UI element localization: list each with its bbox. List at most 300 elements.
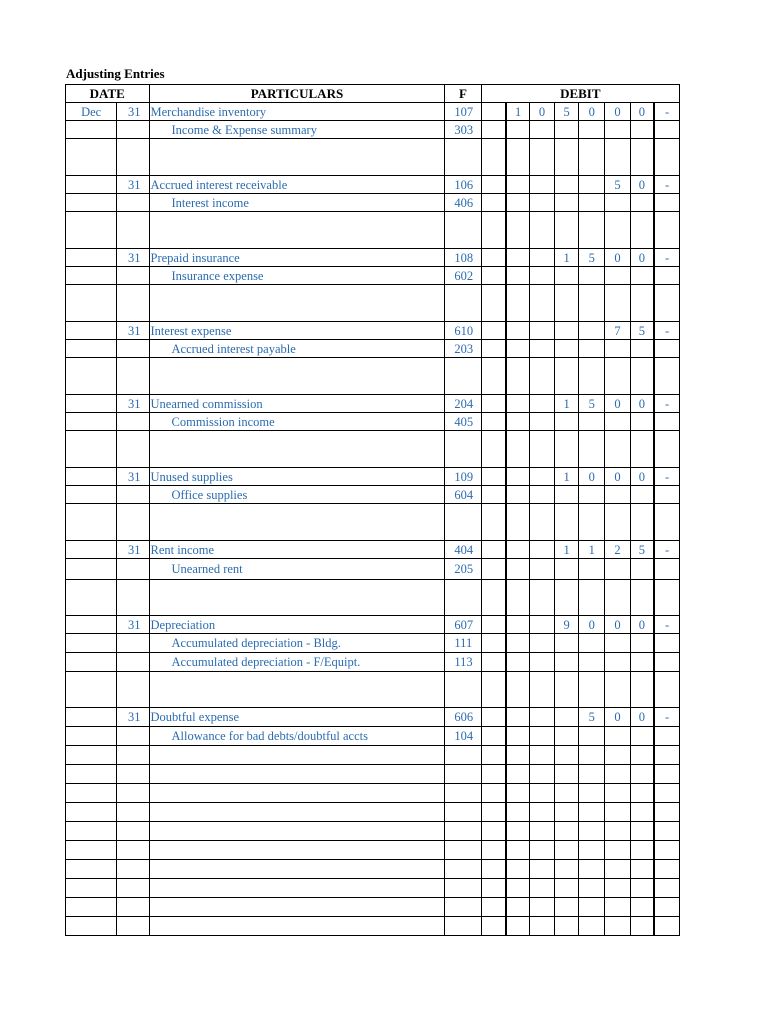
debit-digit-cell — [506, 653, 529, 672]
debit-digit-cell — [529, 395, 554, 413]
date-day-cell — [117, 580, 149, 616]
debit-digit-cell — [506, 616, 529, 634]
blank-cell — [605, 746, 630, 765]
debit-spacer-cell — [481, 504, 506, 541]
debit-header: DEBIT — [481, 85, 679, 103]
debit-digit-cell — [529, 176, 554, 194]
debit-digit-cell — [605, 121, 630, 139]
debit-digit-cell — [654, 504, 679, 541]
header-row — [66, 85, 680, 103]
debit-digit-cell: 0 — [605, 468, 630, 486]
debit-digit-cell — [555, 708, 579, 727]
debit-digit-cell — [654, 285, 679, 322]
debit-digit-cell — [529, 358, 554, 395]
debit-digit-cell — [579, 413, 605, 431]
debit-digit-cell — [654, 212, 679, 249]
debit-digit-cell: 0 — [605, 395, 630, 413]
date-month-cell: Dec — [66, 103, 117, 121]
debit-digit-cell — [605, 727, 630, 746]
blank-row — [66, 879, 680, 898]
debit-digit-cell — [506, 358, 529, 395]
debit-digit-cell: 1 — [555, 468, 579, 486]
debit-digit-cell — [605, 504, 630, 541]
debit-digit-cell: 5 — [579, 395, 605, 413]
debit-digit-cell: - — [654, 176, 679, 194]
debit-digit-cell — [506, 121, 529, 139]
ledger-body — [66, 103, 680, 936]
debit-digit-cell — [630, 285, 654, 322]
debit-digit-cell — [630, 672, 654, 708]
blank-cell — [506, 765, 529, 784]
particulars-cell: Allowance for bad debts/doubtful accts — [149, 727, 445, 746]
date-month-cell — [66, 541, 117, 559]
debit-digit-cell — [506, 285, 529, 322]
date-day-cell — [117, 486, 149, 504]
debit-digit-cell — [630, 358, 654, 395]
date-month-cell — [66, 616, 117, 634]
date-day-cell: 31 — [117, 249, 149, 267]
ledger-row — [66, 212, 680, 249]
ledger-row — [66, 672, 680, 708]
blank-cell — [445, 822, 481, 841]
debit-digit-cell — [555, 504, 579, 541]
debit-spacer-cell — [481, 395, 506, 413]
debit-digit-cell — [529, 139, 554, 176]
debit-digit-cell — [579, 486, 605, 504]
debit-spacer-cell — [481, 580, 506, 616]
blank-cell — [529, 879, 554, 898]
debit-digit-cell: 0 — [579, 103, 605, 121]
blank-cell — [579, 746, 605, 765]
folio-cell: 106 — [445, 176, 481, 194]
blank-row — [66, 803, 680, 822]
particulars-cell: Prepaid insurance — [149, 249, 445, 267]
particulars-cell — [149, 431, 445, 468]
particulars-cell — [149, 285, 445, 322]
blank-cell — [555, 803, 579, 822]
debit-digit-cell — [630, 727, 654, 746]
debit-digit-cell — [630, 559, 654, 580]
debit-digit-cell — [555, 634, 579, 653]
blank-cell — [579, 765, 605, 784]
particulars-cell — [149, 212, 445, 249]
date-day-cell: 31 — [117, 541, 149, 559]
debit-digit-cell — [654, 727, 679, 746]
debit-digit-cell — [529, 194, 554, 212]
debit-digit-cell: - — [654, 249, 679, 267]
blank-cell — [654, 841, 679, 860]
ledger-row — [66, 634, 680, 653]
debit-digit-cell — [506, 634, 529, 653]
debit-digit-cell — [579, 176, 605, 194]
adjusting-entries-table — [65, 84, 680, 936]
particulars-cell: Insurance expense — [149, 267, 445, 285]
ledger-row — [66, 413, 680, 431]
date-day-cell — [117, 413, 149, 431]
debit-digit-cell: 5 — [579, 708, 605, 727]
debit-digit-cell — [579, 322, 605, 340]
blank-cell — [654, 784, 679, 803]
debit-digit-cell — [506, 176, 529, 194]
date-day-cell: 31 — [117, 103, 149, 121]
debit-digit-cell — [579, 431, 605, 468]
debit-digit-cell — [630, 139, 654, 176]
debit-digit-cell — [579, 653, 605, 672]
debit-digit-cell — [579, 194, 605, 212]
particulars-cell: Depreciation — [149, 616, 445, 634]
debit-digit-cell: 0 — [630, 395, 654, 413]
blank-cell — [630, 841, 654, 860]
blank-cell — [605, 822, 630, 841]
blank-cell — [149, 822, 445, 841]
ledger-row — [66, 504, 680, 541]
debit-digit-cell — [605, 559, 630, 580]
debit-digit-cell: 0 — [630, 708, 654, 727]
blank-cell — [654, 860, 679, 879]
debit-digit-cell — [555, 194, 579, 212]
particulars-cell: Interest income — [149, 194, 445, 212]
debit-spacer-cell — [481, 468, 506, 486]
debit-digit-cell: 1 — [555, 395, 579, 413]
debit-digit-cell — [506, 504, 529, 541]
folio-cell: 406 — [445, 194, 481, 212]
blank-cell — [445, 917, 481, 936]
folio-cell: 108 — [445, 249, 481, 267]
debit-spacer-cell — [481, 559, 506, 580]
ledger-row — [66, 249, 680, 267]
debit-digit-cell — [654, 486, 679, 504]
date-day-cell — [117, 285, 149, 322]
blank-cell — [117, 803, 149, 822]
debit-spacer-cell — [481, 358, 506, 395]
document-title: Adjusting Entries — [66, 66, 165, 81]
debit-digit-cell: 5 — [555, 103, 579, 121]
debit-digit-cell — [529, 431, 554, 468]
blank-cell — [506, 860, 529, 879]
date-month-cell — [66, 653, 117, 672]
debit-digit-cell — [630, 340, 654, 358]
blank-cell — [149, 803, 445, 822]
blank-cell — [481, 803, 506, 822]
debit-digit-cell: - — [654, 322, 679, 340]
blank-cell — [117, 746, 149, 765]
debit-spacer-cell — [481, 139, 506, 176]
blank-cell — [66, 879, 117, 898]
blank-cell — [654, 898, 679, 917]
debit-digit-cell — [555, 322, 579, 340]
blank-cell — [117, 841, 149, 860]
debit-digit-cell — [605, 358, 630, 395]
folio-cell: 203 — [445, 340, 481, 358]
debit-digit-cell — [555, 139, 579, 176]
debit-digit-cell: 0 — [630, 249, 654, 267]
blank-cell — [630, 822, 654, 841]
date-day-cell — [117, 634, 149, 653]
debit-digit-cell — [555, 267, 579, 285]
ledger-row — [66, 395, 680, 413]
debit-spacer-cell — [481, 121, 506, 139]
blank-cell — [481, 860, 506, 879]
debit-digit-cell — [579, 340, 605, 358]
debit-digit-cell: 0 — [630, 468, 654, 486]
date-day-cell: 31 — [117, 708, 149, 727]
date-header: DATE — [66, 85, 150, 103]
debit-digit-cell — [654, 358, 679, 395]
debit-digit-cell — [529, 559, 554, 580]
blank-cell — [579, 898, 605, 917]
debit-digit-cell: 0 — [630, 176, 654, 194]
blank-cell — [66, 784, 117, 803]
date-month-cell — [66, 672, 117, 708]
ledger-row — [66, 322, 680, 340]
blank-cell — [529, 841, 554, 860]
debit-spacer-cell — [481, 285, 506, 322]
debit-digit-cell — [506, 139, 529, 176]
debit-digit-cell — [529, 653, 554, 672]
debit-digit-cell — [654, 340, 679, 358]
date-day-cell — [117, 431, 149, 468]
blank-cell — [630, 860, 654, 879]
ledger-row — [66, 580, 680, 616]
debit-digit-cell: 1 — [555, 541, 579, 559]
debit-digit-cell — [529, 616, 554, 634]
folio-cell: 604 — [445, 486, 481, 504]
ledger-row — [66, 139, 680, 176]
date-day-cell: 31 — [117, 322, 149, 340]
debit-digit-cell — [506, 486, 529, 504]
debit-spacer-cell — [481, 634, 506, 653]
date-day-cell: 31 — [117, 395, 149, 413]
debit-digit-cell — [555, 212, 579, 249]
debit-digit-cell — [529, 212, 554, 249]
debit-spacer-cell — [481, 340, 506, 358]
blank-cell — [481, 822, 506, 841]
folio-header: F — [445, 85, 481, 103]
blank-cell — [66, 822, 117, 841]
debit-digit-cell: 1 — [506, 103, 529, 121]
debit-spacer-cell — [481, 653, 506, 672]
blank-cell — [529, 784, 554, 803]
particulars-cell: Rent income — [149, 541, 445, 559]
date-day-cell — [117, 727, 149, 746]
debit-digit-cell — [579, 504, 605, 541]
blank-cell — [605, 803, 630, 822]
date-month-cell — [66, 176, 117, 194]
debit-digit-cell: 0 — [630, 103, 654, 121]
date-month-cell — [66, 486, 117, 504]
date-month-cell — [66, 139, 117, 176]
debit-digit-cell — [529, 249, 554, 267]
blank-cell — [579, 917, 605, 936]
debit-digit-cell — [529, 580, 554, 616]
debit-digit-cell — [529, 413, 554, 431]
debit-digit-cell — [605, 672, 630, 708]
folio-cell: 610 — [445, 322, 481, 340]
folio-cell: 205 — [445, 559, 481, 580]
date-month-cell — [66, 634, 117, 653]
debit-digit-cell — [529, 322, 554, 340]
blank-cell — [117, 917, 149, 936]
blank-cell — [481, 784, 506, 803]
debit-digit-cell — [555, 580, 579, 616]
folio-cell — [445, 212, 481, 249]
date-month-cell — [66, 468, 117, 486]
ledger-row — [66, 176, 680, 194]
blank-cell — [529, 822, 554, 841]
blank-cell — [117, 860, 149, 879]
particulars-cell: Doubtful expense — [149, 708, 445, 727]
ledger-row — [66, 468, 680, 486]
blank-cell — [555, 898, 579, 917]
blank-cell — [445, 841, 481, 860]
blank-cell — [66, 765, 117, 784]
ledger-row — [66, 616, 680, 634]
debit-digit-cell — [529, 634, 554, 653]
debit-digit-cell — [605, 634, 630, 653]
blank-cell — [529, 917, 554, 936]
blank-cell — [445, 860, 481, 879]
debit-digit-cell — [630, 504, 654, 541]
debit-digit-cell — [630, 194, 654, 212]
particulars-cell: Commission income — [149, 413, 445, 431]
date-day-cell: 31 — [117, 468, 149, 486]
debit-digit-cell — [630, 212, 654, 249]
debit-digit-cell — [654, 413, 679, 431]
debit-spacer-cell — [481, 249, 506, 267]
date-day-cell — [117, 504, 149, 541]
ledger-row — [66, 486, 680, 504]
folio-cell: 404 — [445, 541, 481, 559]
particulars-cell: Office supplies — [149, 486, 445, 504]
debit-digit-cell — [529, 727, 554, 746]
debit-digit-cell — [506, 468, 529, 486]
folio-cell: 405 — [445, 413, 481, 431]
blank-cell — [481, 765, 506, 784]
date-month-cell — [66, 340, 117, 358]
particulars-cell: Interest expense — [149, 322, 445, 340]
debit-digit-cell: 5 — [605, 176, 630, 194]
blank-cell — [555, 765, 579, 784]
blank-cell — [579, 784, 605, 803]
ledger-row — [66, 194, 680, 212]
folio-cell — [445, 285, 481, 322]
blank-cell — [117, 765, 149, 784]
blank-cell — [529, 860, 554, 879]
blank-cell — [66, 746, 117, 765]
debit-digit-cell: 2 — [605, 541, 630, 559]
blank-cell — [117, 822, 149, 841]
blank-row — [66, 822, 680, 841]
folio-cell — [445, 358, 481, 395]
date-month-cell — [66, 267, 117, 285]
debit-digit-cell — [555, 727, 579, 746]
debit-spacer-cell — [481, 708, 506, 727]
blank-row — [66, 746, 680, 765]
debit-digit-cell — [506, 194, 529, 212]
ledger-row — [66, 559, 680, 580]
debit-digit-cell: - — [654, 708, 679, 727]
blank-cell — [506, 841, 529, 860]
debit-digit-cell: 7 — [605, 322, 630, 340]
debit-digit-cell — [506, 212, 529, 249]
particulars-cell: Unused supplies — [149, 468, 445, 486]
date-month-cell — [66, 249, 117, 267]
blank-cell — [555, 746, 579, 765]
date-month-cell — [66, 504, 117, 541]
blank-cell — [481, 746, 506, 765]
debit-digit-cell — [529, 541, 554, 559]
date-month-cell — [66, 559, 117, 580]
date-day-cell — [117, 358, 149, 395]
debit-digit-cell — [506, 708, 529, 727]
debit-digit-cell — [529, 340, 554, 358]
debit-digit-cell: 0 — [630, 616, 654, 634]
date-day-cell — [117, 559, 149, 580]
debit-digit-cell: 5 — [579, 249, 605, 267]
particulars-cell: Unearned commission — [149, 395, 445, 413]
blank-cell — [630, 898, 654, 917]
debit-digit-cell — [506, 267, 529, 285]
particulars-cell — [149, 358, 445, 395]
folio-cell: 607 — [445, 616, 481, 634]
debit-digit-cell — [555, 431, 579, 468]
debit-digit-cell — [579, 634, 605, 653]
date-day-cell — [117, 267, 149, 285]
debit-spacer-cell — [481, 413, 506, 431]
debit-digit-cell — [529, 285, 554, 322]
debit-digit-cell — [605, 580, 630, 616]
debit-digit-cell — [529, 468, 554, 486]
debit-spacer-cell — [481, 541, 506, 559]
blank-cell — [605, 917, 630, 936]
debit-digit-cell — [555, 121, 579, 139]
debit-digit-cell — [579, 559, 605, 580]
debit-digit-cell — [654, 580, 679, 616]
debit-digit-cell: 0 — [579, 468, 605, 486]
blank-cell — [66, 898, 117, 917]
folio-cell: 104 — [445, 727, 481, 746]
debit-spacer-cell — [481, 486, 506, 504]
debit-digit-cell — [579, 139, 605, 176]
debit-digit-cell — [630, 121, 654, 139]
date-month-cell — [66, 708, 117, 727]
blank-cell — [555, 784, 579, 803]
ledger-row — [66, 103, 680, 121]
blank-cell — [579, 841, 605, 860]
blank-cell — [149, 879, 445, 898]
blank-cell — [149, 841, 445, 860]
blank-cell — [555, 841, 579, 860]
debit-digit-cell — [630, 653, 654, 672]
ledger-row — [66, 121, 680, 139]
blank-cell — [579, 879, 605, 898]
blank-cell — [149, 898, 445, 917]
blank-cell — [506, 879, 529, 898]
blank-cell — [630, 784, 654, 803]
blank-cell — [654, 803, 679, 822]
blank-cell — [654, 917, 679, 936]
date-month-cell — [66, 322, 117, 340]
folio-cell — [445, 504, 481, 541]
blank-cell — [445, 879, 481, 898]
date-month-cell — [66, 121, 117, 139]
date-month-cell — [66, 395, 117, 413]
debit-digit-cell — [529, 486, 554, 504]
blank-cell — [555, 879, 579, 898]
debit-digit-cell — [506, 249, 529, 267]
date-day-cell — [117, 653, 149, 672]
blank-cell — [605, 841, 630, 860]
